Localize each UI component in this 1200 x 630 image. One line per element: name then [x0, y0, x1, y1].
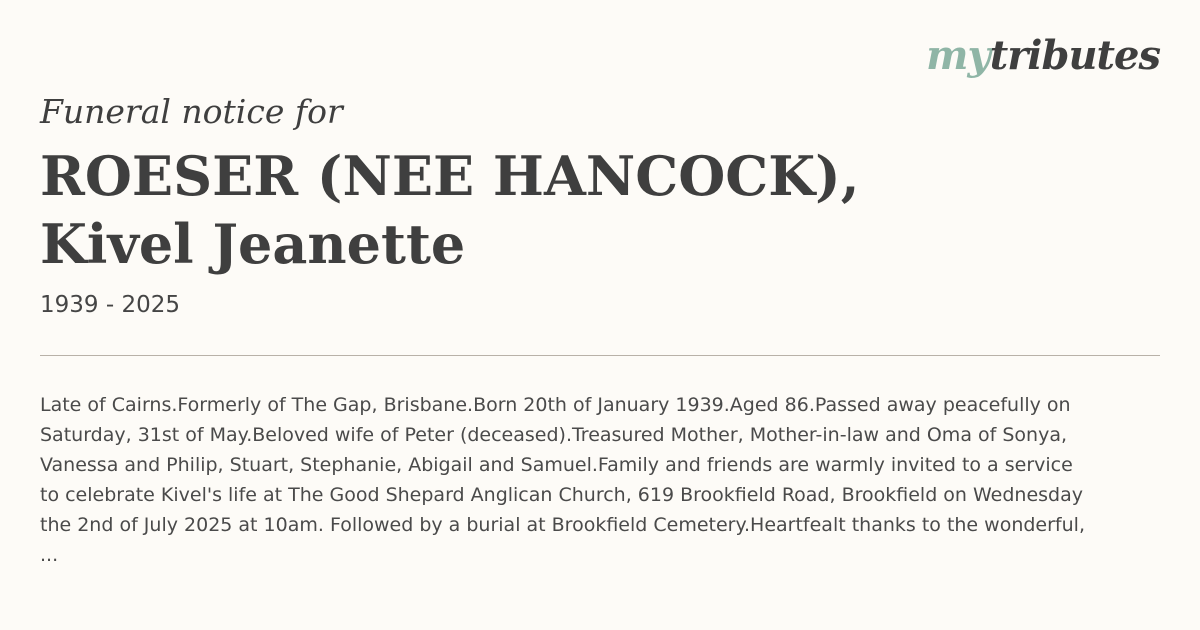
notice-body-line: Saturday, 31st of May.Beloved wife of Peter (deceased).Treasured Mother, Mother-in-law and Oma of Sonya,: [40, 424, 1068, 446]
notice-intro: Funeral notice for: [40, 92, 343, 131]
deceased-surname: ROESER (NEE HANCOCK),: [40, 144, 860, 208]
notice-body-ellipsis: ...: [40, 544, 59, 566]
deceased-name: [40, 142, 1140, 278]
logo-part-my: my: [926, 32, 990, 79]
divider: [40, 355, 1160, 356]
notice-body-line: to celebrate Kivel's life at The Good Shepard Anglican Church, 619 Brookfield Road, Brookfield on Wednesday: [40, 484, 1083, 506]
deceased-given-names: Kivel Jeanette: [40, 212, 466, 276]
notice-body-line: Late of Cairns.Formerly of The Gap, Brisbane.Born 20th of January 1939.Aged 86.Passed away peacefully on: [40, 394, 1071, 416]
life-years: 1939 - 2025: [40, 292, 180, 318]
notice-body-line: the 2nd of July 2025 at 10am. Followed by a burial at Brookfield Cemetery.Heartfealt thanks to the wonderful,: [40, 514, 1085, 536]
notice-body-line: Vanessa and Philip, Stuart, Stephanie, Abigail and Samuel.Family and friends are warmly invited to a service: [40, 454, 1073, 476]
logo-part-tributes: tributes: [989, 32, 1160, 79]
notice-body: [40, 390, 1160, 570]
mytributes-logo[interactable]: [926, 32, 1160, 79]
